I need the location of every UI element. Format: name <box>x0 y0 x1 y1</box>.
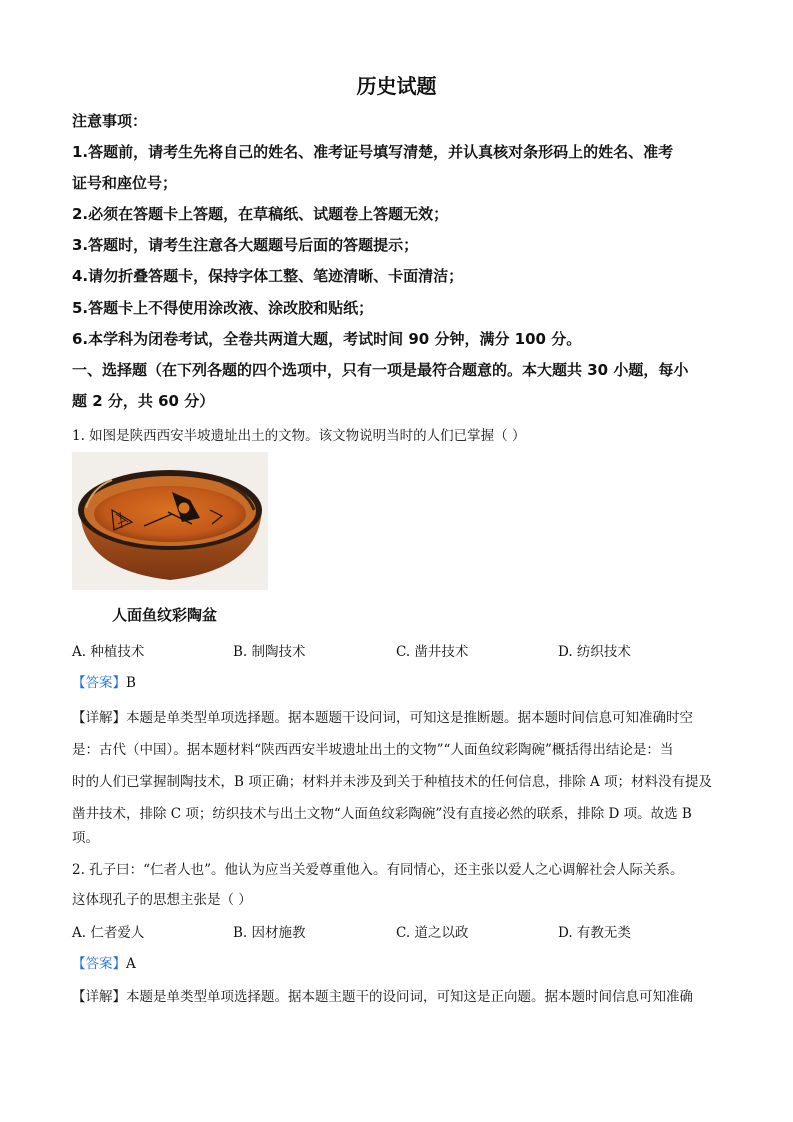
detail-text: 凿井技术，排除 C 项；纺织技术与出土文物“人面鱼纹彩陶碗”没有直接必然的联系，排除 D 项。故选 B <box>72 806 692 822</box>
notice-item: 4.请勿折叠答题卡，保持字体工整、笔迹清晰、卡面清洁； <box>72 267 464 285</box>
detail-text: 本题是单类型单项选择题。据本题题干设问词，可知这是推断题。据本题时间信息可知准确时空 <box>126 710 693 726</box>
question-1-option-b: B. 制陶技术 <box>233 644 306 660</box>
detail-text: 时的人们已掌握制陶技术，B 项正确；材料并未涉及到关于种植技术的任何信息，排除 A 项；材料没有提及 <box>72 774 713 790</box>
answer-label: 【答案】 <box>72 675 126 691</box>
detail-label: 【详解】 <box>72 989 126 1005</box>
question-2-option-c: C. 道之以政 <box>396 925 469 941</box>
question-1-option-d: D. 纺织技术 <box>558 644 631 660</box>
section-heading: 题 2 分，共 60 分） <box>72 392 215 410</box>
page-title: 历史试题 <box>356 74 437 98</box>
question-1-answer <box>72 671 136 691</box>
notice-heading: 注意事项： <box>72 112 148 130</box>
answer-value: B <box>126 675 136 691</box>
detail-text: 项。 <box>72 830 99 846</box>
question-2-detail <box>72 985 693 1005</box>
answer-label: 【答案】 <box>72 956 126 972</box>
pottery-basin-image <box>72 452 268 590</box>
pottery-basin-icon <box>72 452 268 590</box>
section-heading: 一、选择题（在下列各题的四个选项中，只有一项是最符合题意的。本大题共 30 小题，每小 <box>72 361 689 379</box>
question-1-stem: 1. 如图是陕西西安半坡遗址出土的文物。该文物说明当时的人们已掌握（ ） <box>72 428 526 444</box>
detail-text: 是：古代（中国）。据本题材料“陕西西安半坡遗址出土的文物”“人面鱼纹彩陶碗”概括得出结论是：当 <box>72 742 674 758</box>
question-2-answer <box>72 952 136 972</box>
detail-label: 【详解】 <box>72 710 126 726</box>
question-2-option-b: B. 因材施教 <box>233 925 306 941</box>
question-2-stem: 这体现孔子的思想主张是（ ） <box>72 892 252 908</box>
question-2-option-d: D. 有教无类 <box>558 925 631 941</box>
notice-item: 6.本学科为闭卷考试，全卷共两道大题，考试时间 90 分钟，满分 100 分。 <box>72 330 582 348</box>
notice-item: 证号和座位号； <box>72 174 178 192</box>
question-1-detail <box>72 706 693 726</box>
notice-item: 5.答题卡上不得使用涂改液、涂改胶和贴纸； <box>72 299 374 317</box>
question-1-option-c: C. 凿井技术 <box>396 644 469 660</box>
notice-item: 1.答题前，请考生先将自己的姓名、准考证号填写清楚，并认真核对条形码上的姓名、准考 <box>72 143 674 161</box>
answer-value: A <box>126 956 136 972</box>
notice-item: 3.答题时，请考生注意各大题题号后面的答题提示； <box>72 236 419 254</box>
question-2-option-a: A. 仁者爱人 <box>72 925 145 941</box>
figure-caption: 人面鱼纹彩陶盆 <box>112 606 218 624</box>
question-1-option-a: A. 种植技术 <box>72 644 145 660</box>
detail-text: 本题是单类型单项选择题。据本题主题干的设问词，可知这是正向题。据本题时间信息可知准确 <box>126 989 693 1005</box>
notice-item: 2.必须在答题卡上答题，在草稿纸、试题卷上答题无效； <box>72 205 449 223</box>
question-2-stem: 2. 孔子曰：“仁者人也”。他认为应当关爱尊重他入。有同情心，还主张以爱人之心调解社会人际关系。 <box>72 862 684 878</box>
